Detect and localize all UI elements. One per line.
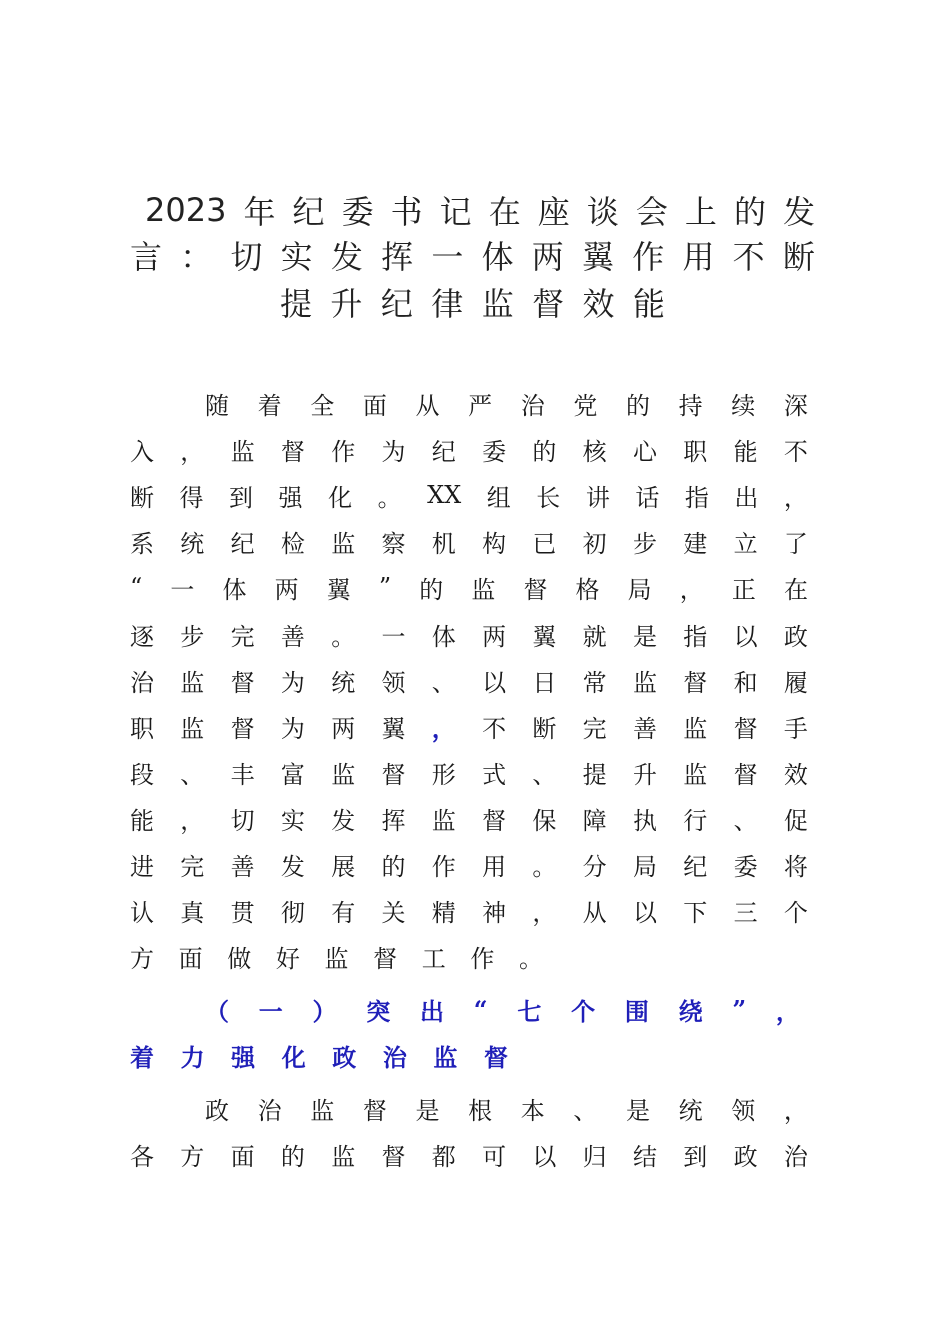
paragraph-line: 系 统 纪 检 监 察 机 构 已 初 步 建 立 了 <box>130 529 808 558</box>
paragraph-line: 政 治 监 督 是 根 本 、 是 统 领 ， <box>205 1096 808 1125</box>
paragraph-line: “ 一 体 两 翼 ” 的 监 督 格 局 ， 正 在 <box>130 573 808 604</box>
paragraph-line: 认 真 贯 彻 有 关 精 神 ， 从 以 下 三 个 <box>130 898 808 927</box>
paragraph-line: 逐 步 完 善 。 一 体 两 翼 就 是 指 以 政 <box>130 622 808 651</box>
paragraph-line: 进 完 善 发 展 的 作 用 。 分 局 纪 委 将 <box>130 852 808 881</box>
paragraph-line: 治 监 督 为 统 领 、 以 日 常 监 督 和 履 <box>130 668 808 697</box>
title-line: 言 ： 切 实 发 挥 一 体 两 翼 作 用 不 断 <box>130 238 815 276</box>
title-line: 2023 年 纪 委 书 记 在 座 谈 会 上 的 发 <box>145 191 815 231</box>
paragraph-line: 入 ， 监 督 作 为 纪 委 的 核 心 职 能 不 <box>130 437 808 466</box>
section-heading-line: 着 力 强 化 政 治 监 督 <box>130 1042 508 1072</box>
section-heading-line: （ 一 ） 突 出 “ 七 个 围 绕 ” ， <box>205 994 800 1026</box>
title-line: 提 升 纪 律 监 督 效 能 <box>280 285 665 323</box>
paragraph-line: 能 ， 切 实 发 挥 监 督 保 障 执 行 、 促 <box>130 806 808 835</box>
paragraph-line: 随 着 全 面 从 严 治 党 的 持 续 深 <box>205 391 808 420</box>
paragraph-line: 段 、 丰 富 监 督 形 式 、 提 升 监 督 效 <box>130 760 808 789</box>
paragraph-line: 方 面 做 好 监 督 工 作 。 <box>130 944 543 973</box>
paragraph-line: 各 方 面 的 监 督 都 可 以 归 结 到 政 治 <box>130 1142 808 1171</box>
paragraph-line: 断 得 到 强 化 。 XX 组 长 讲 话 指 出 ， <box>130 481 808 512</box>
paragraph-line: 职 监 督 为 两 翼 ， 不 断 完 善 监 督 手 <box>130 713 808 743</box>
